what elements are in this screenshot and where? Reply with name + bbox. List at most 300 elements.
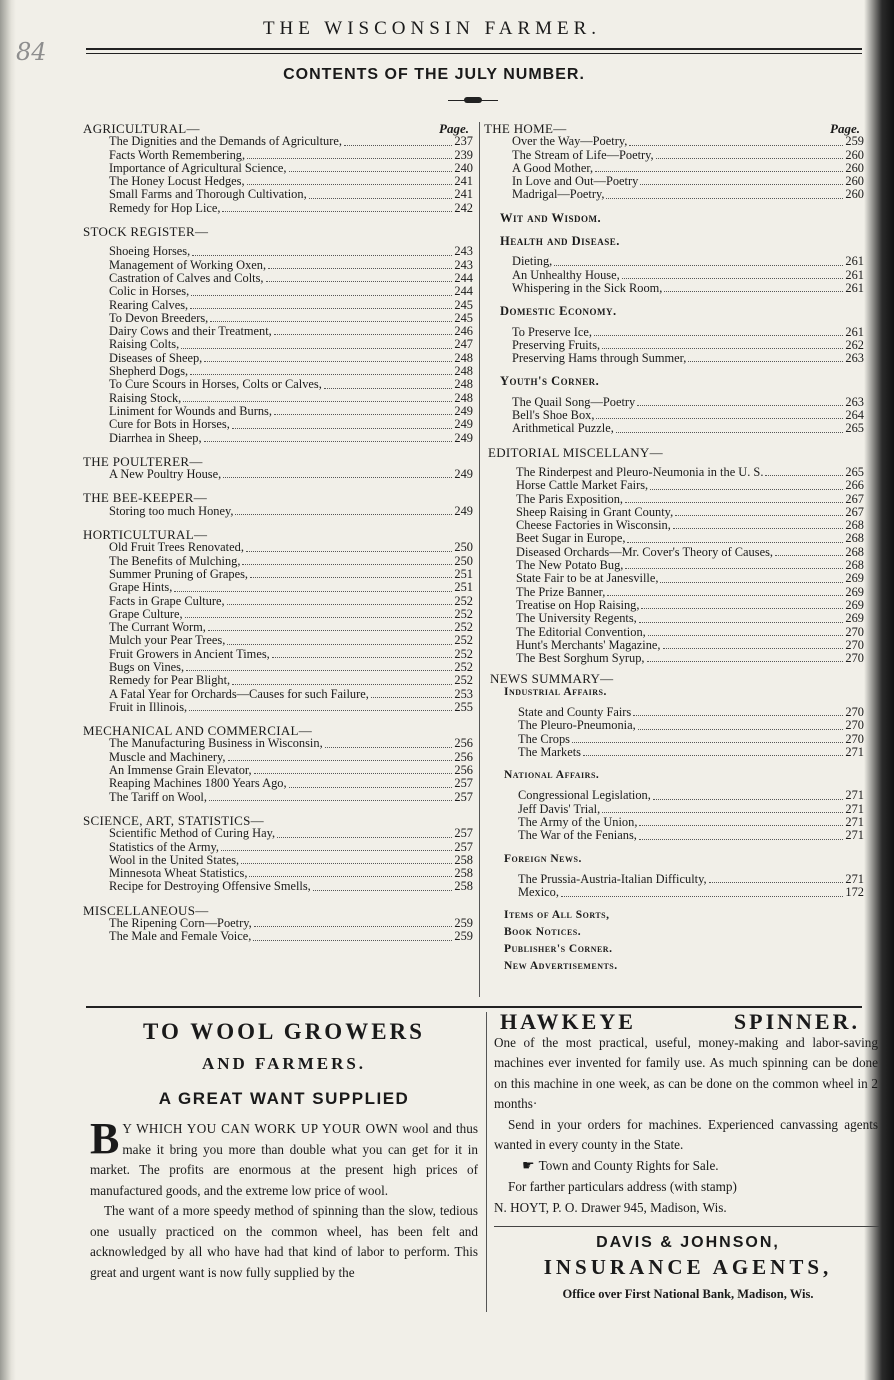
- entry-page-number: 239: [454, 147, 473, 162]
- contents-entry: [484, 479, 864, 492]
- entry-page-number: 258: [454, 866, 473, 881]
- contents-entry: [83, 468, 473, 481]
- section-heading: NEWS SUMMARY—: [490, 671, 614, 687]
- dot-leader: [268, 268, 452, 269]
- entry-title: The Manufacturing Business in Wisconsin,: [109, 736, 323, 751]
- contents-entry: [484, 733, 864, 746]
- dot-leader: [673, 528, 844, 529]
- dot-leader: [344, 145, 452, 146]
- advertisement-divider: [486, 1012, 487, 1312]
- entry-title: Small Farms and Thorough Cultivation,: [109, 187, 307, 202]
- dot-leader: [625, 502, 843, 503]
- section-heading: Youth's Corner.: [500, 374, 600, 389]
- dot-leader: [656, 158, 844, 159]
- entry-page-number: 258: [454, 852, 473, 867]
- section-heading: AGRICULTURAL— Page.: [83, 121, 469, 136]
- dot-leader: [561, 896, 843, 897]
- contents-entry: [484, 352, 864, 365]
- contents-entry: [484, 816, 864, 829]
- entry-title: Shepherd Dogs,: [109, 364, 189, 379]
- entry-title: Facts in Grape Culture,: [109, 593, 225, 608]
- entry-page-number: 252: [454, 633, 473, 648]
- entry-title: Remedy for Hop Lice,: [109, 200, 221, 215]
- ad-paragraph: Send in your orders for machines. Experienced canvassing agents wanted in every county in the State.: [494, 1116, 878, 1152]
- contents-entry: [83, 764, 473, 777]
- dot-leader: [189, 710, 452, 711]
- contents-entry: [484, 493, 864, 506]
- entry-title: Grape Culture,: [109, 606, 183, 621]
- dot-leader: [572, 742, 843, 743]
- ad-rule: [494, 1226, 880, 1227]
- drop-cap: B: [90, 1114, 120, 1163]
- entry-title: Grape Hints,: [109, 580, 173, 595]
- section-heading: National Affairs.: [504, 769, 600, 782]
- section-heading: MECHANICAL AND COMMERCIAL—: [83, 723, 313, 739]
- entry-page-number: 246: [454, 324, 473, 339]
- entry-page-number: 256: [454, 736, 473, 751]
- contents-entry: [484, 719, 864, 732]
- entry-page-number: 241: [454, 187, 473, 202]
- entry-title: Diseases of Sheep,: [109, 350, 203, 365]
- ad-paragraph: One of the most practical, useful, money-making and labor-saving machines ever invented for family use. As much spinning can be done on this machine in one week, as can be done on the common wheel in 2 months·: [494, 1034, 878, 1111]
- ad-rights-text: Town and County Rights for Sale.: [538, 1157, 719, 1173]
- entry-page-number: 248: [454, 377, 473, 392]
- dot-leader: [622, 278, 844, 279]
- contents-entry: [83, 149, 473, 162]
- insurance-ad-address: Office over First National Bank, Madison, Wis.: [562, 1286, 814, 1301]
- contents-entry: [484, 396, 864, 409]
- contents-entry: [484, 149, 864, 162]
- entry-title: The Markets: [518, 744, 581, 759]
- ad-title: TO WOOL GROWERS: [143, 1019, 425, 1044]
- entry-title: The Army of the Union,: [518, 815, 638, 830]
- contents-entry: [484, 339, 864, 352]
- entry-title: Dairy Cows and their Treatment,: [109, 324, 272, 339]
- entry-page-number: 269: [845, 597, 864, 612]
- dot-leader: [249, 876, 452, 877]
- entry-title: Preserving Hams through Summer,: [512, 351, 687, 366]
- entry-page-number: 255: [454, 699, 473, 714]
- entry-page-number: 257: [454, 789, 473, 804]
- entry-page-number: 261: [845, 267, 864, 282]
- dot-leader: [274, 334, 453, 335]
- contents-entry: [484, 466, 864, 479]
- entry-title: Bell's Shoe Box,: [512, 408, 595, 423]
- section-heading: STOCK REGISTER—: [83, 224, 209, 240]
- entry-page-number: 244: [454, 270, 473, 285]
- entry-page-number: 264: [845, 408, 864, 423]
- entry-page-number: 271: [845, 744, 864, 759]
- contents-entry: [83, 418, 473, 431]
- dot-leader: [648, 635, 844, 636]
- section-heading: THE BEE-KEEPER—: [83, 490, 208, 506]
- advertisement-rule: [86, 1006, 862, 1008]
- ad-paragraph: [90, 1114, 478, 1201]
- entry-title: Mulch your Pear Trees,: [109, 633, 226, 648]
- section-heading: THE HOME— Page.: [484, 121, 860, 136]
- contents-entry: [484, 546, 864, 559]
- entry-page-number: 252: [454, 673, 473, 688]
- entry-title: Dieting,: [512, 254, 553, 269]
- dot-leader: [664, 291, 843, 292]
- section-heading: Book Notices.: [504, 925, 582, 938]
- entry-page-number: 244: [454, 284, 473, 299]
- entry-title: The Best Sorghum Syrup,: [516, 651, 645, 666]
- contents-entry: [83, 378, 473, 391]
- dot-leader: [222, 211, 452, 212]
- contents-entry: [83, 880, 473, 893]
- entry-page-number: 270: [845, 651, 864, 666]
- entry-page-number: 270: [845, 637, 864, 652]
- dot-leader: [221, 850, 452, 851]
- ad-title-word: HAWKEYE: [500, 1009, 636, 1034]
- dot-leader: [254, 926, 453, 927]
- entry-title: A Good Mother,: [512, 160, 594, 175]
- contents-entry: [83, 432, 473, 445]
- contents-entry: [83, 854, 473, 867]
- entry-title: Summer Pruning of Grapes,: [109, 566, 249, 581]
- entry-title: Jeff Davis' Trial,: [518, 801, 601, 816]
- entry-title: The War of the Fenians,: [518, 828, 637, 843]
- contents-entry: [484, 706, 864, 719]
- entry-title: Remedy for Pear Blight,: [109, 673, 231, 688]
- entry-title: Bugs on Vines,: [109, 659, 185, 674]
- dot-leader: [191, 295, 452, 296]
- entry-page-number: 241: [454, 174, 473, 189]
- dot-leader: [186, 670, 452, 671]
- dot-leader: [289, 787, 453, 788]
- entry-title: The Ripening Corn—Poetry,: [109, 916, 252, 931]
- contents-entry: [83, 188, 473, 201]
- entry-title: The Dignities and the Demands of Agriculture,: [109, 134, 342, 149]
- dot-leader: [313, 890, 453, 891]
- entry-title: In Love and Out—Poetry: [512, 174, 639, 189]
- entry-page-number: 259: [454, 929, 473, 944]
- dot-leader: [653, 799, 844, 800]
- entry-page-number: 261: [845, 254, 864, 269]
- contents-entry: [83, 259, 473, 272]
- dot-leader: [638, 729, 844, 730]
- dot-leader: [765, 475, 843, 476]
- entry-title: The Editorial Convention,: [516, 624, 646, 639]
- dot-leader: [640, 184, 843, 185]
- dot-leader: [309, 198, 453, 199]
- page-column-label: Page.: [439, 121, 469, 136]
- entry-title: The Prussia-Austria-Italian Difficulty,: [518, 871, 707, 886]
- dot-leader: [650, 489, 843, 490]
- contents-entry: [83, 777, 473, 790]
- entry-page-number: 271: [845, 788, 864, 803]
- entry-title: Raising Colts,: [109, 337, 180, 352]
- dot-leader: [246, 551, 452, 552]
- entry-page-number: 261: [845, 280, 864, 295]
- entry-page-number: 242: [454, 200, 473, 215]
- contents-entry: [83, 621, 473, 634]
- entry-page-number: 266: [845, 478, 864, 493]
- dot-leader: [633, 715, 843, 716]
- entry-title: The Honey Locust Hedges,: [109, 174, 245, 189]
- entry-page-number: 172: [845, 885, 864, 900]
- dot-leader: [324, 388, 453, 389]
- contents-entry: [484, 162, 864, 175]
- header-rule: [86, 48, 862, 54]
- entry-page-number: 257: [454, 826, 473, 841]
- dot-leader: [663, 648, 844, 649]
- entry-page-number: 263: [845, 394, 864, 409]
- entry-page-number: 260: [845, 147, 864, 162]
- entry-page-number: 252: [454, 606, 473, 621]
- entry-title: Castration of Calves and Colts,: [109, 270, 264, 285]
- entry-page-number: 260: [845, 187, 864, 202]
- entry-page-number: 263: [845, 351, 864, 366]
- dot-leader: [616, 432, 844, 433]
- entry-page-number: 248: [454, 390, 473, 405]
- section-heading: Foreign News.: [504, 852, 582, 865]
- dot-leader: [675, 515, 843, 516]
- dot-leader: [637, 405, 843, 406]
- contents-entry: [83, 505, 473, 518]
- hawkeye-spinner-advertisement: [494, 1009, 882, 1304]
- entry-title: Rearing Calves,: [109, 297, 189, 312]
- dot-leader: [627, 542, 843, 543]
- entry-title: Cure for Bots in Horses,: [109, 417, 230, 432]
- dot-leader: [594, 335, 843, 336]
- dot-leader: [641, 608, 843, 609]
- contents-entry: [83, 648, 473, 661]
- entry-page-number: 249: [454, 503, 473, 518]
- dot-leader: [254, 773, 453, 774]
- dot-leader: [181, 348, 452, 349]
- ad-paragraph-text: wool and thus make it bring you more than double what you can get for it in market. The profits are enormous at the present high prices of manufactured goods, and the extreme low price of wool.: [90, 1121, 478, 1198]
- dot-leader: [192, 255, 452, 256]
- dot-leader: [647, 661, 844, 662]
- contents-entry: [484, 422, 864, 435]
- ad-title: [494, 1009, 860, 1034]
- dot-leader: [232, 428, 453, 429]
- entry-page-number: 269: [845, 584, 864, 599]
- entry-title: A Fatal Year for Orchards—Causes for such Failure,: [109, 686, 369, 701]
- entry-page-number: 267: [845, 491, 864, 506]
- entry-title: Minnesota Wheat Statistics,: [109, 866, 248, 881]
- section-heading: New Advertisements.: [504, 959, 618, 972]
- wool-growers-advertisement: [90, 1018, 478, 1283]
- entry-title: The Quail Song—Poetry: [512, 394, 636, 409]
- dot-leader: [596, 418, 843, 419]
- contents-entry: [83, 568, 473, 581]
- section-heading: Items of All Sorts,: [504, 908, 610, 921]
- ad-paragraph: The want of a more speedy method of spinning than the slow, tedious one usually practiced on the common wheel, has been felt and acknowledged by all who have had that kind of labor to perform. This great and urgent want is now fully supplied by the: [90, 1203, 478, 1280]
- entry-title: Preserving Fruits,: [512, 337, 601, 352]
- dot-leader: [554, 265, 843, 266]
- entry-page-number: 269: [845, 611, 864, 626]
- section-heading: Wit and Wisdom.: [500, 210, 602, 225]
- contents-entry: [484, 639, 864, 652]
- entry-page-number: 251: [454, 580, 473, 595]
- dot-leader: [227, 604, 453, 605]
- dot-leader: [607, 595, 843, 596]
- entry-page-number: 262: [845, 337, 864, 352]
- contents-entry: [83, 352, 473, 365]
- ad-rights-line: [494, 1156, 878, 1178]
- section-heading: HORTICULTURAL—: [83, 527, 208, 543]
- entry-title: Shoeing Horses,: [109, 244, 191, 259]
- entry-page-number: 271: [845, 871, 864, 886]
- contents-entry: [83, 285, 473, 298]
- ad-subtitle: AND FARMERS.: [201, 1054, 367, 1073]
- ad-particulars: For farther particulars address (with stamp): [508, 1179, 737, 1194]
- contents-entry: [83, 405, 473, 418]
- entry-page-number: 256: [454, 763, 473, 778]
- entry-page-number: 250: [454, 553, 473, 568]
- entry-page-number: 271: [845, 828, 864, 843]
- contents-entry: [484, 135, 864, 148]
- contents-entry: [83, 162, 473, 175]
- entry-title: To Cure Scours in Horses, Colts or Calves,: [109, 377, 322, 392]
- entry-title: Hunt's Merchants' Magazine,: [516, 637, 661, 652]
- section-heading: THE POULTERER—: [83, 453, 203, 469]
- contents-entry: [83, 392, 473, 405]
- contents-entry: [83, 338, 473, 351]
- entry-title: Mexico,: [518, 885, 559, 900]
- dot-leader: [639, 622, 844, 623]
- contents-left-column: [83, 122, 473, 944]
- entry-title: Madrigal—Poetry,: [512, 187, 605, 202]
- ad-headline: A GREAT WANT SUPPLIED: [158, 1088, 410, 1108]
- contents-entry: [83, 312, 473, 325]
- contents-entry: [484, 626, 864, 639]
- entry-page-number: 257: [454, 776, 473, 791]
- dot-leader: [289, 171, 453, 172]
- entry-page-number: 265: [845, 421, 864, 436]
- entry-title: Muscle and Machinery,: [109, 749, 226, 764]
- entry-title: Congressional Legislation,: [518, 788, 651, 803]
- contents-entry: [484, 586, 864, 599]
- contents-entry: [484, 519, 864, 532]
- entry-title: Arithmetical Puzzle,: [512, 421, 614, 436]
- running-head: THE WISCONSIN FARMER.: [262, 18, 602, 39]
- entry-title: Scientific Method of Curing Hay,: [109, 826, 276, 841]
- dot-leader: [242, 564, 452, 565]
- contents-entry: [484, 829, 864, 842]
- dot-leader: [247, 184, 453, 185]
- contents-entry: [83, 581, 473, 594]
- entry-title: Management of Working Oxen,: [109, 257, 267, 272]
- entry-title: Colic in Horses,: [109, 284, 190, 299]
- entry-title: Sheep Raising in Grant County,: [516, 504, 674, 519]
- contents-entry: [83, 701, 473, 714]
- contents-right-column: [484, 122, 864, 975]
- entry-page-number: 256: [454, 749, 473, 764]
- entry-title: The Currant Worm,: [109, 620, 206, 635]
- entry-page-number: 268: [845, 544, 864, 559]
- entry-title: To Preserve Ice,: [512, 324, 592, 339]
- contents-entry: [83, 325, 473, 338]
- ad-signature: N. HOYT, P. O. Drawer 945, Madison, Wis.: [494, 1199, 727, 1215]
- dot-leader: [227, 644, 452, 645]
- entry-page-number: 251: [454, 566, 473, 581]
- contents-entry: [83, 541, 473, 554]
- ad-body: [90, 1114, 478, 1283]
- entry-page-number: 240: [454, 160, 473, 175]
- entry-title: Facts Worth Remembering,: [109, 147, 246, 162]
- entry-title: Liniment for Wounds and Burns,: [109, 403, 272, 418]
- contents-entry: [484, 282, 864, 295]
- entry-page-number: 268: [845, 518, 864, 533]
- contents-entry: [83, 175, 473, 188]
- contents-entry: [83, 841, 473, 854]
- contents-entry: [83, 608, 473, 621]
- entry-page-number: 260: [845, 160, 864, 175]
- entry-title: A New Poultry House,: [109, 467, 222, 482]
- handwritten-page-number: 84: [16, 38, 47, 66]
- contents-entry: [83, 917, 473, 930]
- contents-entry: [83, 867, 473, 880]
- entry-page-number: 259: [454, 916, 473, 931]
- contents-entry: [484, 175, 864, 188]
- contents-entry: [484, 572, 864, 585]
- dot-leader: [688, 361, 843, 362]
- entry-page-number: 270: [845, 704, 864, 719]
- dot-leader: [204, 361, 452, 362]
- entry-title: The University Regents,: [516, 611, 637, 626]
- entry-page-number: 253: [454, 686, 473, 701]
- contents-entry: [83, 555, 473, 568]
- entry-title: Raising Stock,: [109, 390, 182, 405]
- dot-leader: [253, 940, 452, 941]
- dot-leader: [208, 630, 453, 631]
- entry-page-number: 245: [454, 310, 473, 325]
- ad-title-word: SPINNER.: [733, 1009, 860, 1034]
- contents-entry: [83, 827, 473, 840]
- section-heading: Domestic Economy.: [500, 304, 617, 319]
- entry-page-number: 271: [845, 801, 864, 816]
- entry-page-number: 247: [454, 337, 473, 352]
- entry-title: Old Fruit Trees Renovated,: [109, 540, 244, 555]
- contents-entry: [83, 930, 473, 943]
- dot-leader: [272, 657, 453, 658]
- section-heading: Publisher's Corner.: [504, 942, 613, 955]
- entry-title: The Stream of Life—Poetry,: [512, 147, 654, 162]
- entry-title: Statistics of the Army,: [109, 839, 220, 854]
- contents-entry: [83, 245, 473, 258]
- section-heading: EDITORIAL MISCELLANY—: [488, 444, 663, 460]
- entry-title: Horse Cattle Market Fairs,: [516, 478, 649, 493]
- contents-entry: [484, 255, 864, 268]
- dot-leader: [629, 145, 843, 146]
- entry-page-number: 243: [454, 244, 473, 259]
- dot-leader: [266, 281, 453, 282]
- dot-leader: [606, 198, 843, 199]
- entry-page-number: 249: [454, 417, 473, 432]
- page-column-label: Page.: [830, 121, 860, 136]
- contents-title: CONTENTS OF THE JULY NUMBER.: [283, 66, 585, 83]
- entry-title: Fruit in Illinois,: [109, 699, 188, 714]
- contents-entry: [83, 688, 473, 701]
- entry-page-number: 252: [454, 593, 473, 608]
- dot-leader: [210, 321, 452, 322]
- dot-leader: [371, 697, 453, 698]
- dot-leader: [190, 374, 452, 375]
- entry-page-number: 243: [454, 257, 473, 272]
- section-heading: MISCELLANEOUS—: [83, 902, 209, 918]
- contents-entry: [83, 751, 473, 764]
- entry-page-number: 237: [454, 134, 473, 149]
- contents-entry: [484, 326, 864, 339]
- contents-entry: [83, 202, 473, 215]
- section-heading: Industrial Affairs.: [504, 685, 607, 698]
- entry-page-number: 248: [454, 350, 473, 365]
- entry-page-number: 249: [454, 467, 473, 482]
